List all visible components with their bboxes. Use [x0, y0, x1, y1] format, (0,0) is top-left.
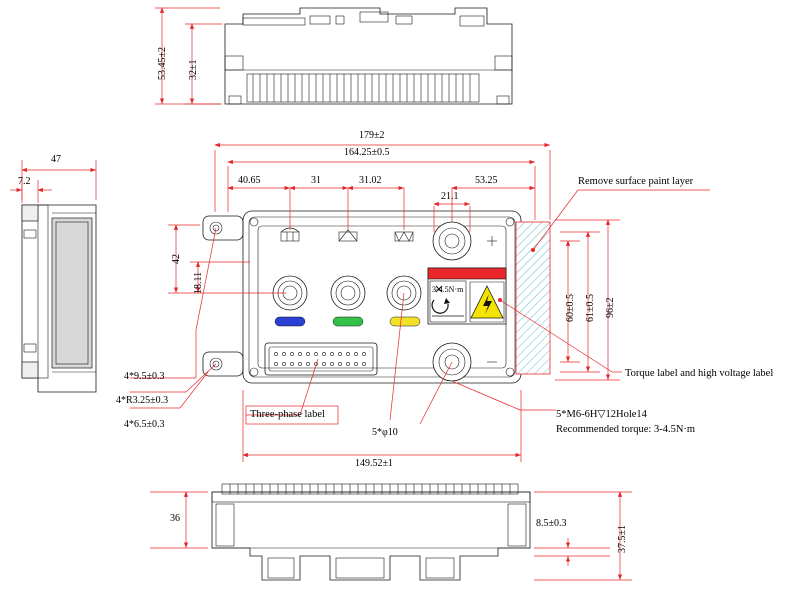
main-view [203, 211, 550, 383]
callout-5-phi10: 5*φ10 [372, 427, 398, 438]
callout-4x9-5: 4*9.5±0.3 [124, 371, 165, 382]
dim-149-52: 149.52±1 [355, 458, 393, 469]
dim-96: 96±2 [605, 297, 616, 318]
dim-179: 179±2 [359, 130, 385, 141]
phase-terminal-group [273, 228, 421, 310]
dim-31-02: 31.02 [359, 175, 382, 186]
dim-31: 31 [311, 175, 321, 186]
note-recommended-torque: Recommended torque: 3-4.5N·m [556, 424, 696, 435]
phase-chip-w [390, 317, 420, 326]
dim-32: 32±1 [188, 59, 199, 80]
dim-7-2: 7.2 [18, 176, 31, 187]
signal-connector [265, 343, 377, 375]
dim-53-25: 53.25 [475, 175, 498, 186]
callout-4x6-5: 4*6.5±0.3 [124, 419, 165, 430]
dim-47: 47 [51, 154, 61, 165]
dim-36: 36 [170, 513, 180, 524]
dim-40-65: 40.65 [238, 175, 261, 186]
top-view-outline [225, 8, 512, 104]
note-torque-hv: Torque label and high voltage label [625, 368, 774, 379]
dim-8-5: 8.5±0.3 [536, 518, 567, 529]
note-thread-spec: 5*M6-6H▽12Hole14 [556, 409, 647, 420]
dim-164-25: 164.25±0.5 [344, 147, 390, 158]
dim-42: 42 [171, 254, 182, 264]
left-side-view [10, 160, 96, 392]
dim-21-1: 21.1 [441, 191, 459, 202]
phase-chip-v [333, 317, 363, 326]
warning-label-block [428, 268, 506, 324]
dim-53-45: 53.45±2 [157, 47, 168, 80]
dim-37-5: 37.5±1 [617, 525, 628, 553]
note-remove-paint: Remove surface paint layer [578, 176, 694, 187]
callout-4xR3-25: 4*R3.25±0.3 [116, 395, 169, 406]
phase-chip-u [275, 317, 305, 326]
note-three-phase: Three-phase label [250, 409, 325, 420]
dim-18-11: 18.11 [193, 271, 204, 294]
dim-60: 60±0.5 [565, 294, 576, 322]
dim-61: 61±0.5 [585, 294, 596, 322]
bottom-view [150, 484, 632, 580]
label-torque-value: 3-4.5N·m [432, 285, 464, 294]
